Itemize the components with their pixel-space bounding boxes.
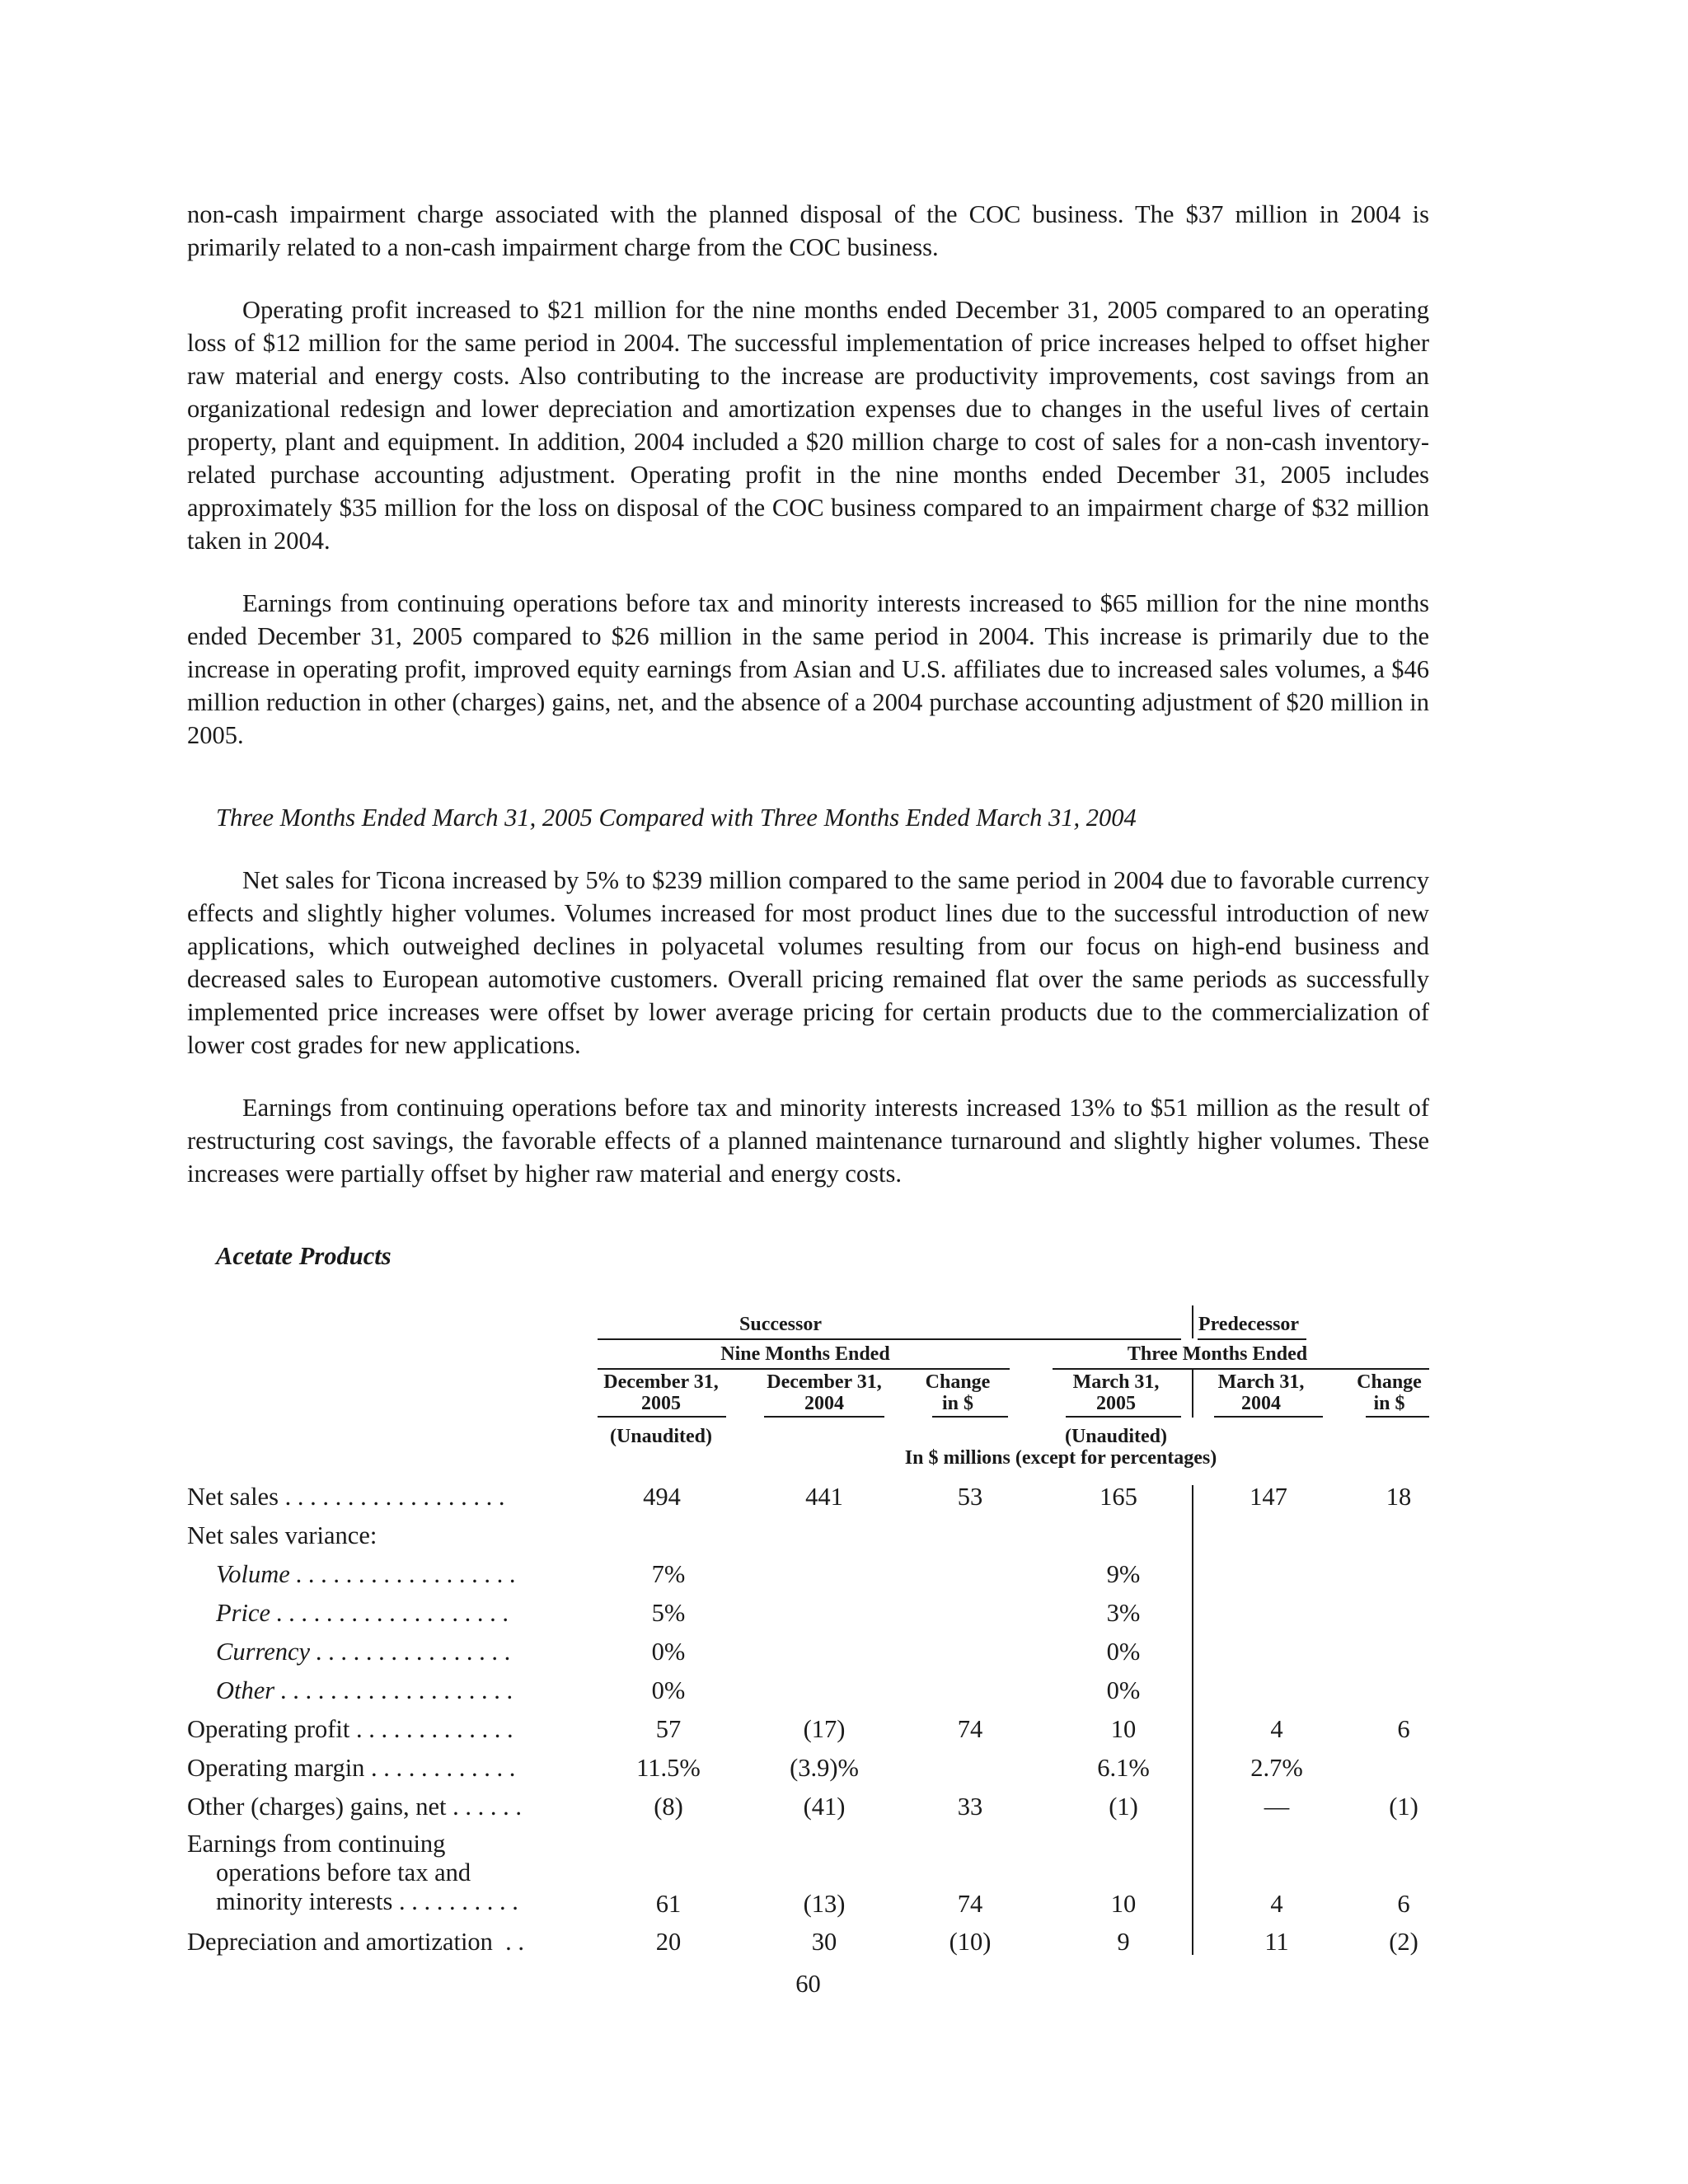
cell: 20: [655, 1928, 682, 1956]
row-label-volume: Volume . . . . . . . . . . . . . . . . . .: [216, 1560, 517, 1588]
row-label-depreciation-amortization: Depreciation and amortization . .: [187, 1928, 525, 1956]
page-number: 60: [795, 1970, 821, 1998]
cell: (1): [1389, 1793, 1418, 1821]
financial-table: [187, 1305, 1429, 1957]
cell: 441: [805, 1483, 843, 1511]
cell: 53: [957, 1483, 983, 1511]
col-header-change-nine: Change in $: [925, 1371, 991, 1414]
cell: 2.7%: [1250, 1754, 1303, 1782]
cell: 10: [1110, 1715, 1137, 1743]
col-rule-6: [1366, 1416, 1429, 1418]
successor-rule: [598, 1338, 1181, 1340]
unaudited-label-2: (Unaudited): [1064, 1426, 1168, 1447]
cell: 0%: [1106, 1676, 1141, 1704]
cell: 4: [1270, 1715, 1283, 1743]
cell: 11.5%: [636, 1754, 701, 1782]
row-label-other: Other . . . . . . . . . . . . . . . . . . .: [216, 1676, 513, 1704]
cell: 165: [1100, 1483, 1137, 1511]
row-label-operating-margin: Operating margin . . . . . . . . . . . .: [187, 1754, 516, 1782]
cell: (3.9)%: [790, 1754, 859, 1782]
cell: 18: [1386, 1483, 1412, 1511]
nine-months-rule: [598, 1368, 1010, 1370]
predecessor-rule: [1198, 1338, 1306, 1340]
three-months-rule: [1053, 1368, 1429, 1370]
row-label-currency: Currency . . . . . . . . . . . . . . . .: [216, 1638, 512, 1666]
period-divider-body: [1192, 1485, 1193, 1955]
row-label-earnings-line-2: operations before tax and: [216, 1858, 471, 1886]
cell: —: [1264, 1793, 1290, 1821]
cell: 61: [655, 1890, 682, 1918]
cell: 6.1%: [1097, 1754, 1150, 1782]
document-page: [187, 198, 1429, 1998]
col-rule-1: [598, 1416, 726, 1418]
unaudited-label-1: (Unaudited): [609, 1426, 713, 1447]
cell: (1): [1109, 1793, 1138, 1821]
cell: 0%: [651, 1638, 686, 1666]
cell: 10: [1110, 1890, 1137, 1918]
cell: (8): [654, 1793, 683, 1821]
cell: 11: [1264, 1928, 1289, 1956]
cell: 57: [655, 1715, 682, 1743]
cell: 147: [1250, 1483, 1287, 1511]
cell: 3%: [1106, 1599, 1141, 1627]
cell: 9%: [1106, 1560, 1141, 1588]
row-label-net-sales: Net sales . . . . . . . . . . . . . . . . . .: [187, 1483, 505, 1511]
paragraph-ticona-earnings: Earnings from continuing operations before tax and minority interests increased 13% to $51 million as the result of restructuring cost savings, the favorable effects of a planned maintenance turnaround and slightly higher volumes. These increases were partially offset by higher raw material and energy costs.: [187, 1094, 1429, 1188]
row-label-other-charges-gains: Other (charges) gains, net . . . . . .: [187, 1793, 522, 1821]
row-label-earnings-line-1: Earnings from continuing: [187, 1830, 446, 1858]
paragraph-coc-impairment: non-cash impairment charge associated with the planned disposal of the COC business. The $37 million in 2004 is primarily related to a non-cash impairment charge from the COC business.: [187, 200, 1429, 261]
row-label-net-sales-variance: Net sales variance:: [187, 1521, 377, 1549]
col-rule-3: [932, 1416, 1008, 1418]
row-label-price: Price . . . . . . . . . . . . . . . . . . .: [216, 1599, 509, 1627]
cell: (2): [1389, 1928, 1418, 1956]
nine-months-header: Nine Months Ended: [720, 1343, 890, 1365]
paragraph-earnings-continuing-ops: Earnings from continuing operations before tax and minority interests increased to $65 million for the nine months ended December 31, 2005 compared to $26 million in the same period in 2004. This increase is primarily due to the increase in operating profit, improved equity earnings from Asian and U.S. affiliates due to increased sales volumes, a $46 million reduction in other (charges) gains, net, and the absence of a 2004 purchase accounting adjustment of $20 million in 2005.: [187, 589, 1429, 749]
cell: (13): [803, 1890, 846, 1918]
cell: (10): [949, 1928, 992, 1956]
cell: (41): [803, 1793, 846, 1821]
cell: 5%: [651, 1599, 686, 1627]
row-label-earnings-line-3: minority interests . . . . . . . . . .: [216, 1887, 518, 1915]
successor-header: Successor: [739, 1314, 822, 1335]
period-divider-top: [1192, 1305, 1193, 1338]
cell: 6: [1397, 1715, 1410, 1743]
period-divider-header: [1192, 1370, 1193, 1418]
col-header-mar-2005: March 31, 2005: [1072, 1371, 1160, 1414]
col-rule-2: [764, 1416, 884, 1418]
col-rule-5: [1214, 1416, 1323, 1418]
acetate-products-heading: Acetate Products: [216, 1242, 392, 1270]
cell: 33: [957, 1793, 983, 1821]
col-header-dec-2004: December 31, 2004: [767, 1371, 882, 1414]
cell: 494: [643, 1483, 681, 1511]
cell: 4: [1270, 1890, 1283, 1918]
cell: 74: [957, 1715, 983, 1743]
cell: 7%: [651, 1560, 686, 1588]
cell: 0%: [651, 1676, 686, 1704]
paragraph-operating-profit: Operating profit increased to $21 million for the nine months ended December 31, 2005 compared to an operating loss of $12 million for the same period in 2004. The successful implementation of price increases helped to offset higher raw material and energy costs. Also contributing to the increase are productivity improvements, cost savings from an organizational redesign and lower depreciation and amortization expenses due to changes in the useful lives of certain property, plant and equipment. In addition, 2004 included a $20 million charge to cost of sales for a non-cash inventory-related purchase accounting adjustment. Operating profit in the nine months ended December 31, 2005 includes approximately $35 million for the loss on disposal of the COC business compared to an impairment charge of $32 million taken in 2004.: [187, 296, 1429, 555]
cell: 9: [1117, 1928, 1130, 1956]
paragraph-ticona-net-sales: Net sales for Ticona increased by 5% to $239 million compared to the same period in 2004 due to favorable currency effects and slightly higher volumes. Volumes increased for most product lines due to the successful introduction of new applications, which outweighed declines in polyacetal volumes resulting from our focus on high-end business and decreased sales to European automotive customers. Overall pricing remained flat over the same periods as successfully implemented price increases were offset by lower average pricing for certain products due to the commercialization of lower cost grades for new applications.: [187, 866, 1429, 1059]
three-months-header: Three Months Ended: [1127, 1343, 1308, 1365]
cell: 6: [1397, 1890, 1410, 1918]
cell: 30: [811, 1928, 837, 1956]
predecessor-header: Predecessor: [1198, 1314, 1300, 1335]
cell: 74: [957, 1890, 983, 1918]
col-header-change-three: Change in $: [1357, 1371, 1422, 1414]
col-rule-4: [1066, 1416, 1181, 1418]
col-header-dec-2005: December 31, 2005: [603, 1371, 719, 1414]
units-label: In $ millions (except for percentages): [904, 1447, 1217, 1469]
col-header-mar-2004: March 31, 2004: [1217, 1371, 1305, 1414]
cell: (17): [803, 1715, 846, 1743]
row-label-operating-profit: Operating profit . . . . . . . . . . . . .: [187, 1715, 513, 1743]
section-heading-three-months: Three Months Ended March 31, 2005 Compared with Three Months Ended March 31, 2004: [216, 804, 1137, 832]
cell: 0%: [1106, 1638, 1141, 1666]
